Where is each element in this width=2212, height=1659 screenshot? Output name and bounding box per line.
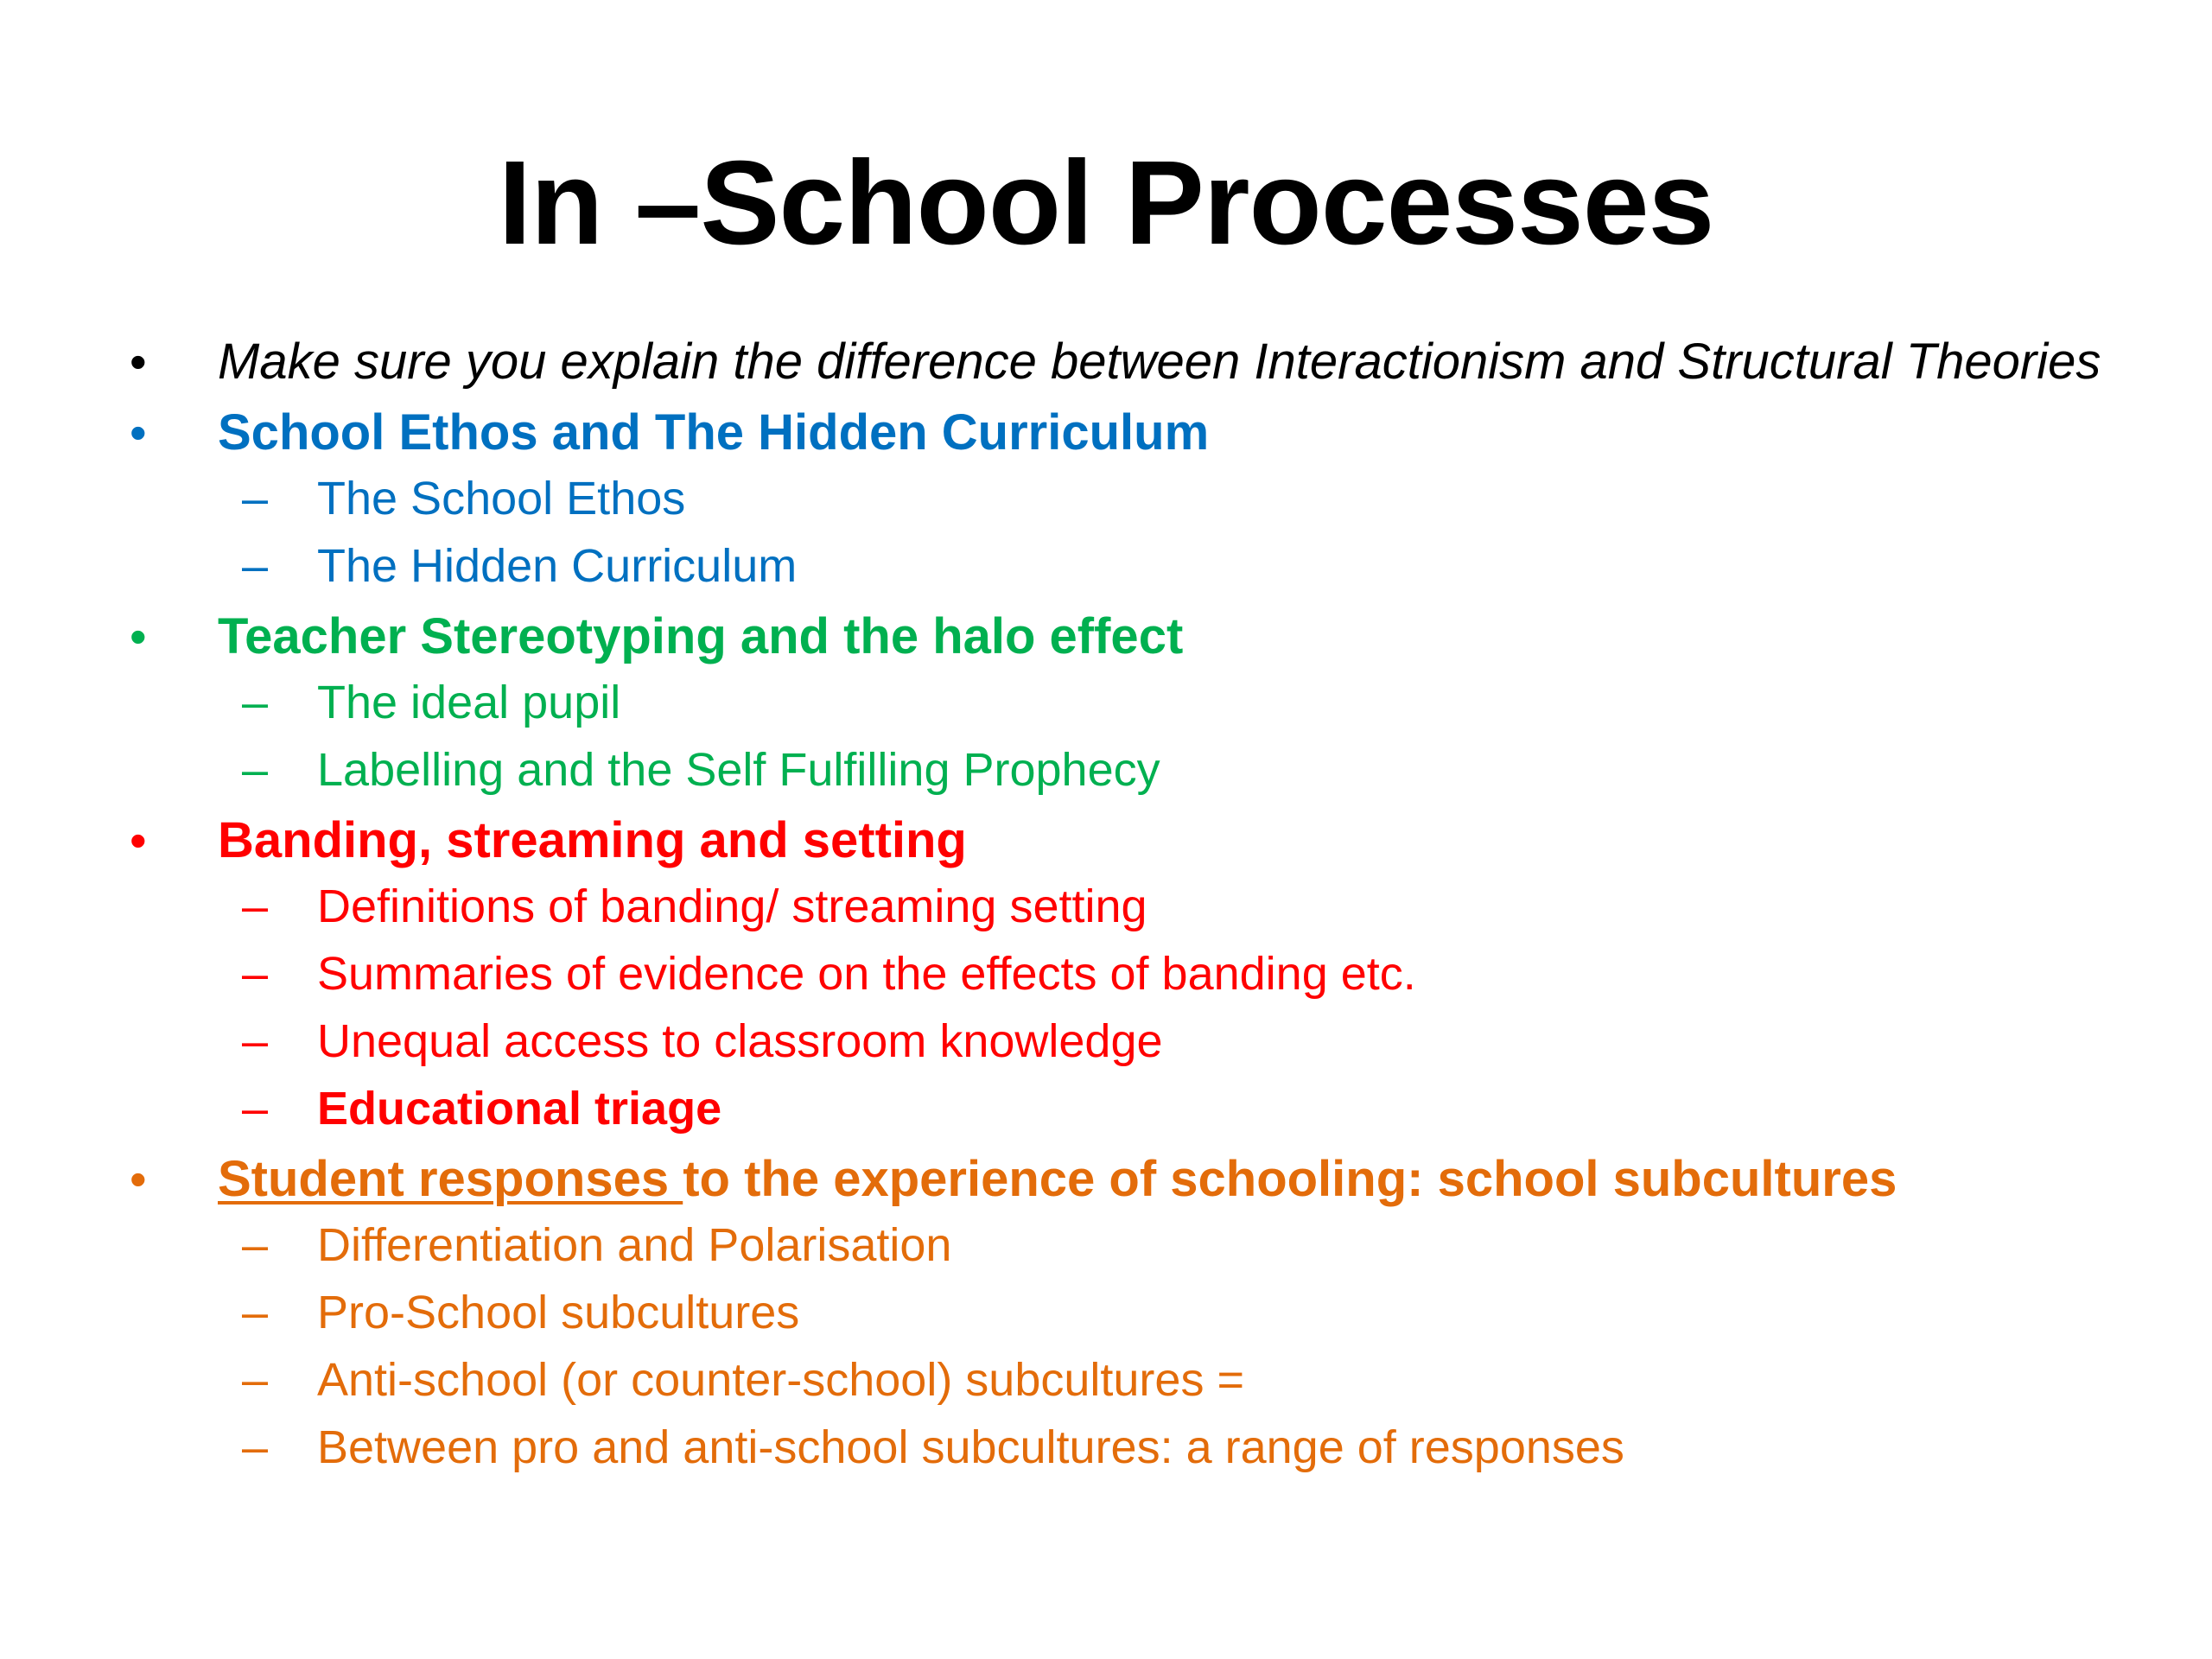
subitem-text: The Hidden Curriculum xyxy=(317,540,798,592)
bullet-list xyxy=(130,333,2134,1489)
subitem xyxy=(130,877,2134,936)
subitem-text: Unequal access to classroom knowledge xyxy=(317,1015,1163,1067)
bullet-text-ethos: School Ethos and The Hidden Curriculum xyxy=(218,404,1210,461)
dash-icon: – xyxy=(242,1421,269,1473)
bullet-dot-icon: • xyxy=(130,609,147,664)
subitem xyxy=(130,537,2134,595)
bullet-dot-icon: • xyxy=(130,405,147,460)
subitem xyxy=(130,1351,2134,1409)
dash-icon: – xyxy=(242,948,269,1000)
subitem xyxy=(130,673,2134,732)
subitem-text: Summaries of evidence on the effects of banding etc. xyxy=(317,948,1416,1000)
dash-icon: – xyxy=(242,1219,269,1271)
bullet-text-intro: Make sure you explain the difference between Interactionism and Structural Theories xyxy=(218,334,2101,390)
sublist-banding xyxy=(218,877,2134,1138)
subitem-text: Pro-School subcultures xyxy=(317,1287,800,1338)
subitem-text: Differentiation and Polarisation xyxy=(317,1219,952,1271)
bullet-item-ethos xyxy=(130,404,2134,595)
subitem-text: Definitions of banding/ streaming setting xyxy=(317,880,1147,932)
sublist-responses xyxy=(218,1216,2134,1477)
bullet-item-intro xyxy=(130,333,2134,391)
subitem xyxy=(130,1079,2134,1138)
bullet-text-stereotyping: Teacher Stereotyping and the halo effect xyxy=(218,608,1184,664)
subitem-text: Anti-school (or counter-school) subcultures = xyxy=(317,1354,1244,1406)
subitem xyxy=(130,469,2134,528)
dash-icon: – xyxy=(242,880,269,932)
bullet-dot-icon: • xyxy=(130,813,147,868)
subitem-text: The ideal pupil xyxy=(317,677,621,728)
subitem xyxy=(130,741,2134,799)
subitem-text: Labelling and the Self Fulfilling Prophecy xyxy=(317,744,1160,796)
bullet-item-banding xyxy=(130,811,2134,1138)
sublist-ethos xyxy=(218,469,2134,595)
bullet-text-responses-underlined: Student responses xyxy=(218,1151,683,1207)
dash-icon: – xyxy=(242,744,269,796)
subitem-text: Between pro and anti-school subcultures: a range of responses xyxy=(317,1421,1624,1473)
sublist-stereotyping xyxy=(218,673,2134,799)
dash-icon: – xyxy=(242,1354,269,1406)
subitem xyxy=(130,1216,2134,1274)
dash-icon: – xyxy=(242,540,269,592)
bullet-text-banding: Banding, streaming and setting xyxy=(218,812,967,868)
subitem xyxy=(130,944,2134,1003)
slide-title: In –School Processes xyxy=(498,137,1714,270)
bullet-item-responses xyxy=(130,1150,2134,1477)
subitem-text: Educational triage xyxy=(317,1083,722,1135)
bullet-dot-icon: • xyxy=(130,1152,147,1206)
subitem xyxy=(130,1418,2134,1477)
subitem xyxy=(130,1283,2134,1342)
bullet-dot-icon: • xyxy=(130,334,147,389)
dash-icon: – xyxy=(242,677,269,728)
subitem-text: The School Ethos xyxy=(317,473,686,524)
bullet-text-responses xyxy=(218,1150,2134,1209)
dash-icon: – xyxy=(242,1083,269,1135)
dash-icon: – xyxy=(242,1015,269,1067)
dash-icon: – xyxy=(242,1287,269,1338)
dash-icon: – xyxy=(242,473,269,524)
subitem xyxy=(130,1012,2134,1071)
bullet-item-stereotyping xyxy=(130,607,2134,799)
bullet-text-responses-rest: to the experience of schooling: school subcultures xyxy=(683,1151,1897,1207)
